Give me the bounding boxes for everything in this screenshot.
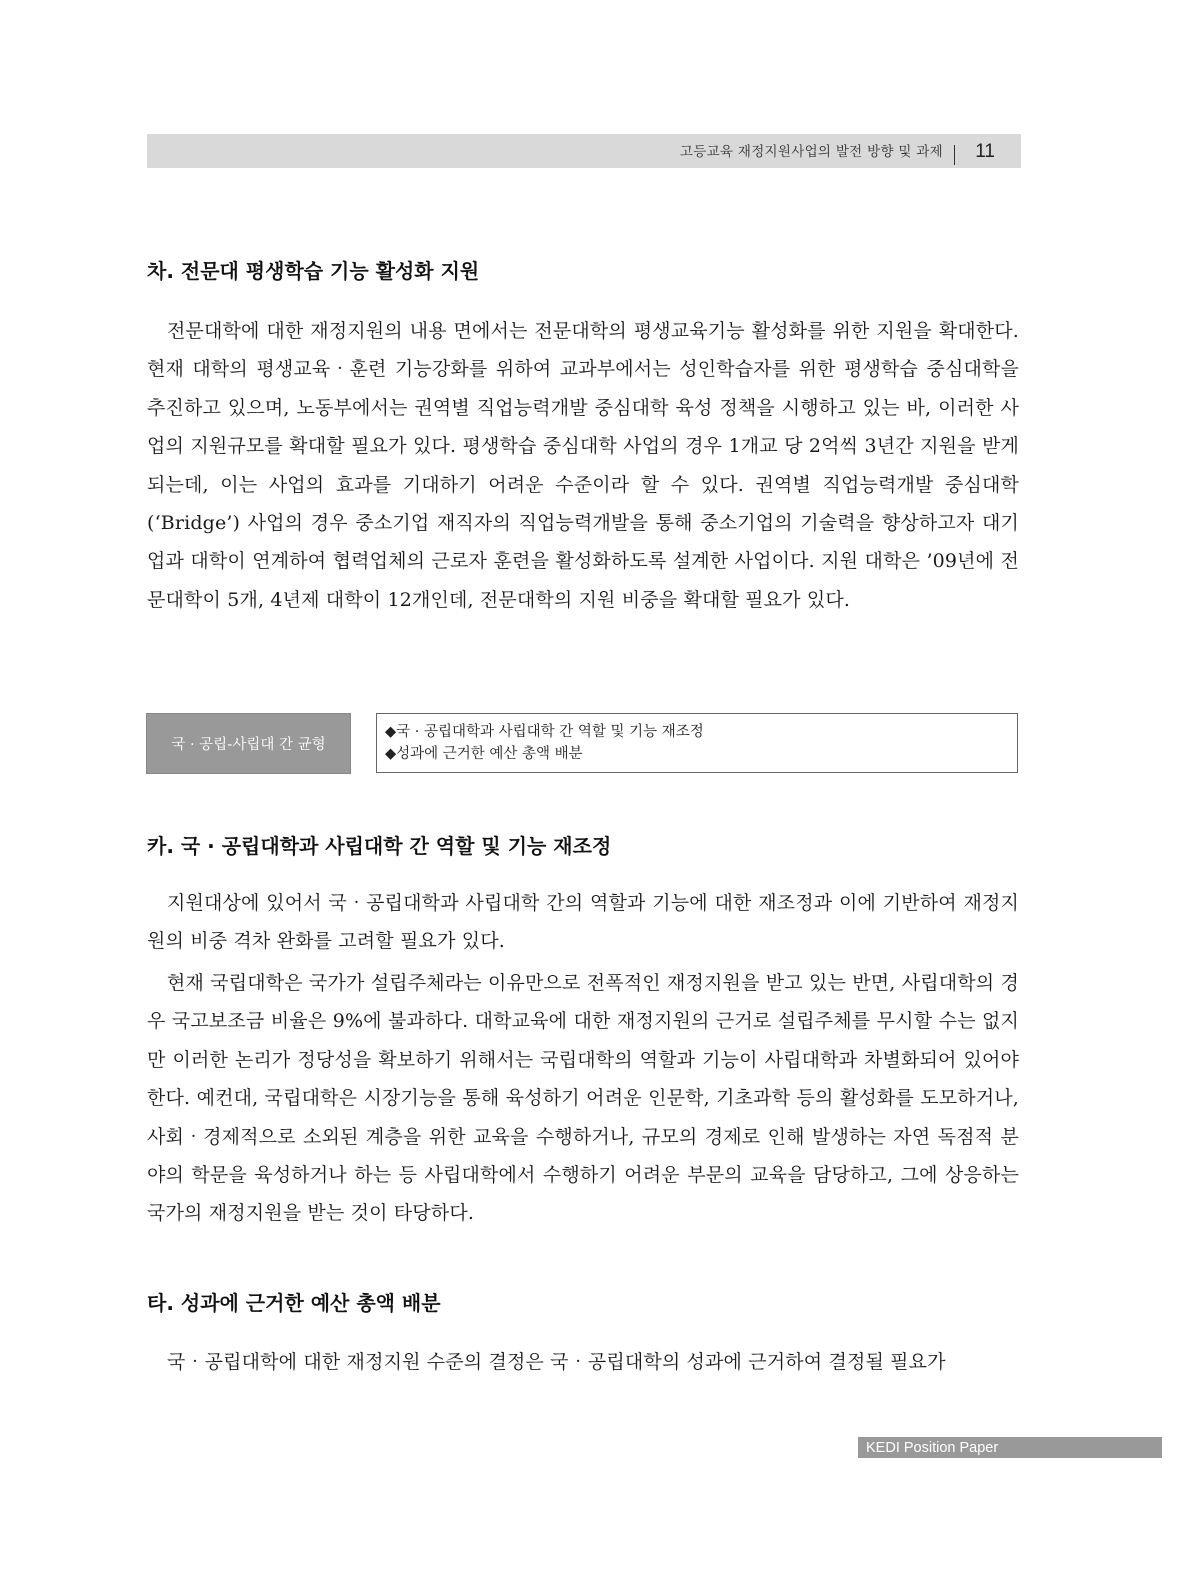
footer-bar bbox=[858, 1437, 1162, 1458]
section-heading-ta: 타. 성과에 근거한 예산 총액 배분 bbox=[147, 1291, 441, 1315]
running-header bbox=[147, 134, 1021, 168]
page-number: 11 bbox=[975, 141, 995, 162]
running-header-title: 고등교육 재정지원사업의 발전 방향 및 과제 bbox=[679, 144, 943, 160]
policy-item: ◆국 · 공립대학과 사립대학 간 역할 및 기능 재조정 bbox=[385, 724, 704, 740]
section-ta-paragraph: 국‧공립대학에 대한 재정지원 수준의 결정은 국‧공립대학의 성과에 근거하여 결정될 필요가 bbox=[167, 1351, 946, 1373]
policy-box bbox=[376, 713, 1018, 773]
policy-label bbox=[146, 713, 351, 774]
policy-label-text: 국 · 공립-사립대 간 균형 bbox=[171, 737, 326, 753]
section-ka-paragraph-1: 지원대상에 있어서 국‧공립대학과 사립대학 간의 역할과 기능에 대한 재조정과 이에 기반하여 재정지원의 비중 격차 완화를 고려할 필요가 있다. bbox=[147, 892, 1019, 953]
policy-item: ◆성과에 근거한 예산 총액 배분 bbox=[385, 746, 583, 762]
section-heading-cha: 차. 전문대 평생학습 기능 활성화 지원 bbox=[147, 259, 480, 283]
footer-label: KEDI Position Paper bbox=[866, 1440, 999, 1456]
header-divider bbox=[954, 145, 955, 165]
section-ka-paragraph-2: 현재 국립대학은 국가가 설립주체라는 이유만으로 전폭적인 재정지원을 받고 있는 반면, 사립대학의 경우 국고보조금 비율은 9%에 불과하다. 대학교육에 대한 재정지원의 근거로 설립주체를 무시할 수는 없지만 이러한 논리가 정당성을 확보하기 위해서는 국립대학의 역할과 기능이 사립대학과 차별화되어 있어야 한다. 예컨대, 국립대학은 시장기능을 통해 육성하기 어려운 인문학, 기초과학 등의 활성화를 도모하거나, 사회‧경제적으로 소외된 계층을 위한 교육을 수행하거나, 규모의 경제로 인해 발생하는 자연 독점적 분야의 학문을 육성하거나 하는 등 사립대학에서 수행하기 어려운 부문의 교육을 담당하고, 그에 상응하는 국가의 재정지원을 받는 것이 타당하다. bbox=[147, 972, 1019, 1225]
section-heading-ka: 카. 국 · 공립대학과 사립대학 간 역할 및 기능 재조정 bbox=[147, 834, 612, 858]
section-cha-paragraph: 전문대학에 대한 재정지원의 내용 면에서는 전문대학의 평생교육기능 활성화를 위한 지원을 확대한다. 현재 대학의 평생교육‧훈련 기능강화를 위하여 교과부에서는 성인학습자를 위한 평생학습 중심대학을 추진하고 있으며, 노동부에서는 권역별 직업능력개발 중심대학 육성 정책을 시행하고 있는 바, 이러한 사업의 지원규모를 확대할 필요가 있다. 평생학습 중심대학 사업의 경우 1개교 당 2억씩 3년간 지원을 받게 되는데, 이는 사업의 효과를 기대하기 어려운 수준이라 할 수 있다. 권역별 직업능력개발 중심대학(‘Bridge’) 사업의 경우 중소기업 재직자의 직업능력개발을 통해 중소기업의 기술력을 향상하고자 대기업과 대학이 연계하여 협력업체의 근로자 훈련을 활성화하도록 설계한 사업이다. 지원 대학은 ’09년에 전문대학이 5개, 4년제 대학이 12개인데, 전문대학의 지원 비중을 확대할 필요가 있다. bbox=[147, 320, 1019, 611]
